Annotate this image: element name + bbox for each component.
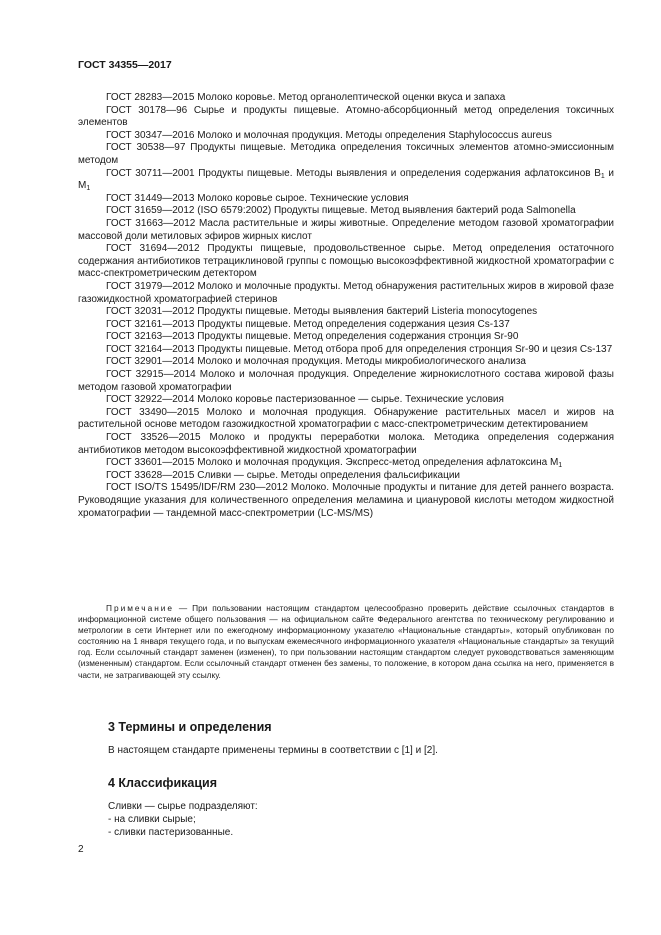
subscript: 1	[86, 185, 91, 193]
reference-text: ГОСТ 30711—2001 Продукты пищевые. Методы выявления и определения содержания афлатоксинов B	[106, 167, 601, 179]
note-text: — При пользовании настоящим стандартом целесообразно проверить действие ссылочных стандартов в информационной системе общего пользования — на официальном сайте Федерального агентства по техническому регулированию и метрологии в сети Интернет или по ежегодному информационному указателю «Национальные стандарты», который опубликован по состоянию на 1 января текущего года, и по выпускам ежемесячного информационного указателя «Национальные стандарты» за текущий год. Если ссылочный стандарт заменен (изменен), то при пользовании настоящим стандартом следует руководствоваться заменяющим (измененным) стандартом. Если ссылочный стандарт отменен без замены, то положение, в котором дана ссылка на него, применяется в части, не затрагивающей эту ссылку.	[78, 603, 614, 680]
reference-item: ГОСТ 32901—2014 Молоко и молочная продукция. Методы микробиологического анализа	[106, 356, 526, 368]
list-item: - на сливки сырые;	[108, 814, 196, 825]
reference-item: ГОСТ 33628—2015 Сливки — сырье. Методы определения фальсификации	[106, 469, 461, 481]
section-4-title: 4 Классификация	[108, 776, 218, 790]
note-label: Примечание	[106, 603, 175, 613]
page-number: 2	[78, 844, 84, 855]
aflatoxin-m: M	[78, 180, 87, 192]
section-3-title: 3 Термины и определения	[108, 720, 272, 734]
note-paragraph	[78, 603, 614, 681]
classification-list	[108, 814, 233, 839]
reference-item: ГОСТ 32922—2014 Молоко коровье пастеризованное — сырье. Технические условия	[106, 394, 504, 406]
reference-item: ГОСТ 33526—2015 Молоко и продукты переработки молока. Методика определения содержания антибиотиков методом высокоэффективной жидкостной хроматографии	[78, 432, 614, 456]
reference-item: ГОСТ 31659—2012 (ISO 6579:2002) Продукты пищевые. Метод выявления бактерий рода Salmonella	[106, 205, 576, 217]
reference-item: ГОСТ 31694—2012 Продукты пищевые, продовольственное сырье. Метод определения остаточного содержания антибиотиков тетрациклиновой группы с помощью высокоэффективной жидкостной хроматографии с масс-спектрометрическим детектором	[78, 243, 614, 280]
subscript: 1	[558, 462, 563, 470]
reference-text: ГОСТ 33601—2015 Молоко и молочная продукция. Экспресс-метод определения афлатоксина M	[106, 457, 559, 469]
section-3-text: В настоящем стандарте применены термины в соответствии с [1] и [2].	[108, 745, 438, 756]
subscript: 1	[600, 172, 605, 180]
reference-item: ГОСТ 32915—2014 Молоко и молочная продукция. Определение жирнокислотного состава жировой фазы методом газовой хроматографии	[78, 369, 614, 393]
document-header: ГОСТ 34355—2017	[78, 59, 172, 71]
reference-item-aflatoxin-b1-m1	[78, 168, 614, 193]
reference-item: ГОСТ 32163—2013 Продукты пищевые. Метод определения содержания стронция Sr-90	[106, 331, 519, 343]
reference-item: ГОСТ 31979—2012 Молоко и молочные продукты. Метод обнаружения растительных жиров в жировой фазе газожидкостной хроматографией стеринов	[78, 280, 614, 305]
reference-item: ГОСТ 33490—2015 Молоко и молочная продукция. Обнаружение растительных масел и жиров на растительной основе методом газожидкостной хроматографии с масс-спектрометрическим детектированием	[78, 406, 614, 431]
reference-item: ГОСТ 31663—2012 Масла растительные и жиры животные. Определение методом газовой хроматографии массовой доли метиловых эфиров жирных кислот	[78, 217, 614, 242]
reference-item: ГОСТ 32161—2013 Продукты пищевые. Метод определения содержания цезия Cs-137	[106, 318, 510, 330]
reference-item: ГОСТ 30538—97 Продукты пищевые. Методика определения токсичных элементов атомно-эмиссионным методом	[78, 142, 614, 166]
normative-references-list	[78, 92, 614, 520]
reference-item: ГОСТ 30178—96 Сырье и продукты пищевые. Атомно-абсорбционный метод определения токсичных элементов	[78, 104, 614, 129]
reference-item: ГОСТ ISO/TS 15495/IDF/RM 230—2012 Молоко. Молочные продукты и питание для детей раннего возраста. Руководящие указания для количественного определения меламина и циануровой кислоты методом жидкостной хроматографии — тандемной масс-спектрометрии (LC-MS/MS)	[78, 482, 614, 519]
reference-item: ГОСТ 28283—2015 Молоко коровье. Метод органолептической оценки вкуса и запаха	[106, 92, 506, 103]
reference-item: ГОСТ 30347—2016 Молоко и молочная продукция. Методы определения Staphylococcus aureus	[106, 129, 552, 141]
section-4-intro: Сливки — сырье подразделяют:	[108, 801, 258, 812]
reference-item: ГОСТ 32031—2012 Продукты пищевые. Методы выявления бактерий Listeria monocytogenes	[106, 306, 538, 318]
list-item: - сливки пастеризованные.	[108, 826, 234, 838]
reference-item: ГОСТ 32164—2013 Продукты пищевые. Метод отбора проб для определения стронция Sr-90 и цезия Cs-137	[106, 343, 613, 355]
conjunction: и	[604, 167, 614, 179]
reference-item-aflatoxin-m1	[78, 457, 614, 470]
reference-item: ГОСТ 31449—2013 Молоко коровье сырое. Технические условия	[106, 192, 409, 204]
